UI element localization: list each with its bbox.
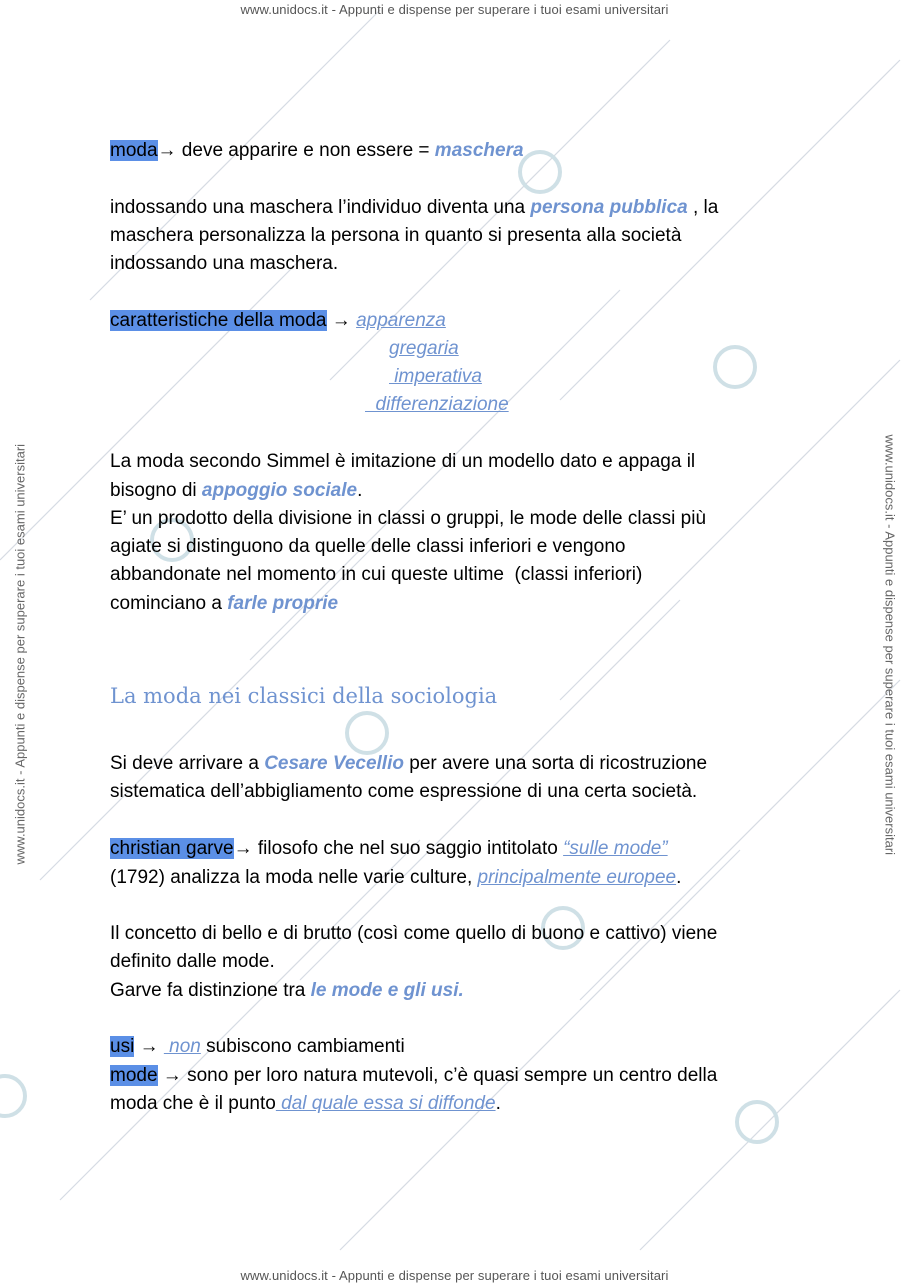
emphasis: Cesare Vecellio	[264, 753, 404, 774]
paragraph-line: (1792) analizza la moda nelle varie culture, principalmente europee.	[110, 867, 682, 888]
paragraph-line: Si deve arrivare a Cesare Vecellio per avere una sorta di ricostruzione	[110, 753, 708, 774]
paragraph-moda: moda→ deve apparire e non essere = maschera	[110, 140, 524, 161]
highlight-term: usi	[110, 1036, 135, 1057]
paragraph-usi: usi → non subiscono cambiamenti	[110, 1036, 405, 1057]
emphasis: appoggio sociale	[201, 480, 358, 501]
highlight-term: caratteristiche della moda	[110, 310, 327, 331]
watermark-left: www.unidocs.it - Appunti e dispense per superare i tuoi esami universitari	[12, 443, 28, 865]
paragraph-caratteristiche: caratteristiche della moda → apparenza	[110, 310, 446, 331]
watermark-right: www.unidocs.it - Appunti e dispense per superare i tuoi esami universitari	[882, 434, 898, 856]
watermark-top: www.unidocs.it - Appunti e dispense per superare i tuoi esami universitari	[240, 2, 669, 17]
link-principalmente-europee[interactable]: principalmente europee	[477, 867, 677, 888]
paragraph-line: Garve fa distinzione tra le mode e gli usi.	[110, 980, 464, 1001]
watermark-bottom: www.unidocs.it - Appunti e dispense per superare i tuoi esami universitari	[240, 1268, 669, 1283]
paragraph-line: agiate si distinguono da quelle delle classi inferiori e vengono	[110, 536, 626, 557]
paragraph-garve: christian garve→ filosofo che nel suo saggio intitolato “sulle mode”	[110, 838, 668, 859]
highlight-term: moda	[110, 140, 158, 161]
paragraph-line: La moda secondo Simmel è imitazione di un modello dato e appaga il	[110, 451, 696, 472]
highlight-term: christian garve	[110, 838, 234, 859]
paragraph-line: cominciano a farle proprie	[110, 593, 339, 614]
section-heading: La moda nei classici della sociologia	[110, 684, 498, 708]
emphasis: persona pubblica	[530, 197, 688, 218]
paragraph-line: abbandonate nel momento in cui queste ultime (classi inferiori)	[110, 564, 643, 585]
paragraph-line: sistematica dell’abbigliamento come espressione di una certa società.	[110, 781, 698, 802]
paragraph-line: indossando una maschera l’individuo diventa una persona pubblica , la	[110, 197, 719, 218]
paragraph-line: definito dalle mode.	[110, 951, 275, 972]
paragraph-line: moda che è il punto dal quale essa si diffonde.	[110, 1093, 501, 1114]
paragraph-line: bisogno di appoggio sociale.	[110, 480, 363, 501]
link-dal-quale[interactable]: dal quale essa si diffonde	[275, 1093, 496, 1114]
link-non[interactable]: non	[163, 1036, 201, 1057]
paragraph-line: maschera personalizza la persona in quanto si presenta alla società	[110, 225, 682, 246]
highlight-term: mode	[110, 1065, 158, 1086]
link-apparenza[interactable]: apparenza	[356, 310, 446, 331]
emphasis: maschera	[434, 140, 524, 161]
emphasis: le mode e gli usi.	[310, 980, 464, 1001]
paragraph-line: E’ un prodotto della divisione in classi o gruppi, le mode delle classi più	[110, 508, 707, 529]
link-sulle-mode[interactable]: “sulle mode”	[563, 838, 668, 859]
emphasis: farle proprie	[227, 593, 339, 614]
link-gregaria[interactable]: gregaria	[389, 338, 459, 359]
link-imperativa[interactable]: imperativa	[389, 366, 482, 387]
link-differenziazione[interactable]: differenziazione	[365, 394, 509, 415]
paragraph-line: indossando una maschera.	[110, 253, 339, 274]
paragraph-mode: mode → sono per loro natura mutevoli, c’è quasi sempre un centro della	[110, 1065, 718, 1086]
paragraph-line: Il concetto di bello e di brutto (così come quello di buono e cattivo) viene	[110, 923, 718, 944]
